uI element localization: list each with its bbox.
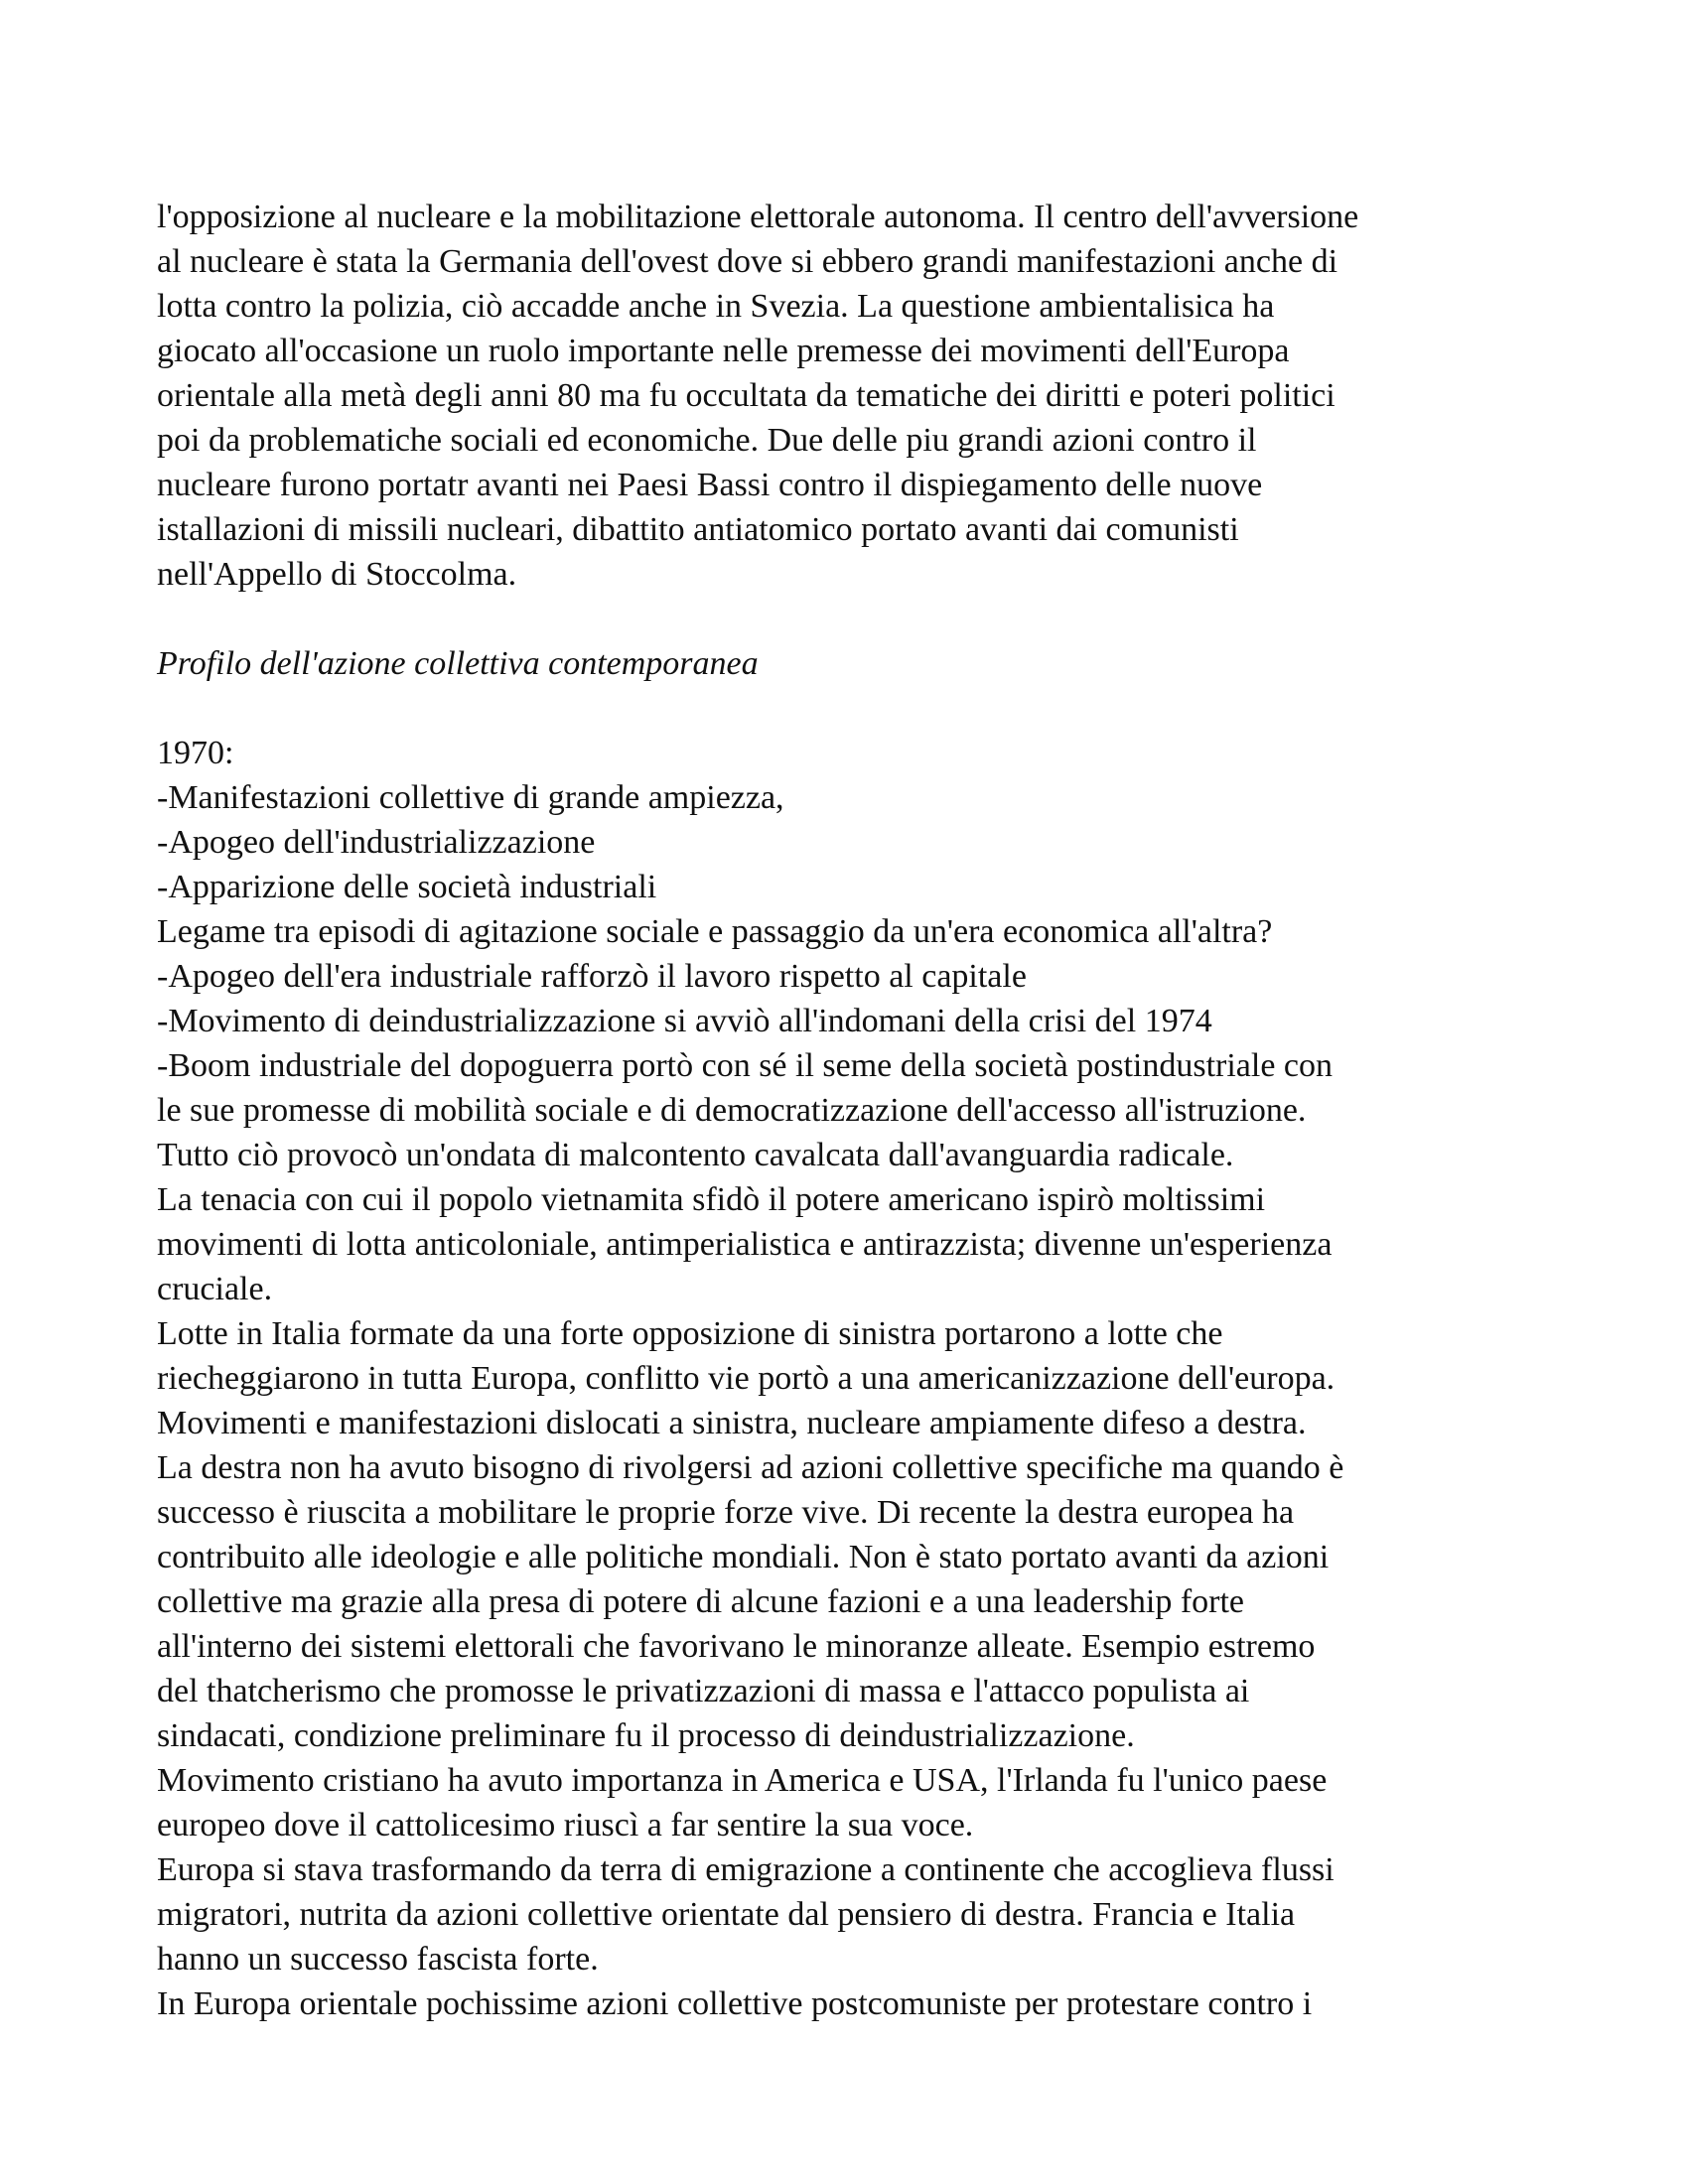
text-line: riecheggiarono in tutta Europa, conflitto vie portò a una americanizzazione dell'europa. <box>157 1360 1336 1397</box>
text-line: nell'Appello di Stoccolma. <box>157 556 517 593</box>
text-line: -Movimento di deindustrializzazione si avviò all'indomani della crisi del 1974 <box>157 1003 1212 1039</box>
text-line: hanno un successo fascista forte. <box>157 1941 599 1978</box>
body-section <box>157 731 1547 2026</box>
text-line: poi da problematiche sociali ed economiche. Due delle piu grandi azioni contro il <box>157 422 1257 459</box>
text-line: lotta contro la polizia, ciò accadde anche in Svezia. La questione ambientalisica ha <box>157 288 1275 325</box>
text-line: La tenacia con cui il popolo vietnamita sfidò il potere americano ispirò moltissimi <box>157 1181 1266 1218</box>
text-line: del thatcherismo che promosse le privatizzazioni di massa e l'attacco populista ai <box>157 1673 1250 1709</box>
text-line: Movimenti e manifestazioni dislocati a sinistra, nucleare ampiamente difeso a destra. <box>157 1405 1307 1441</box>
text-line: migratori, nutrita da azioni collettive orientate dal pensiero di destra. Francia e Italia <box>157 1896 1296 1933</box>
document-text-column <box>157 195 1547 2026</box>
text-line: -Boom industriale del dopoguerra portò con sé il seme della società postindustriale con <box>157 1047 1334 1084</box>
text-line: le sue promesse di mobilità sociale e di democratizzazione dell'accesso all'istruzione. <box>157 1092 1307 1129</box>
text-line: Legame tra episodi di agitazione sociale e passaggio da un'era economica all'altra? <box>157 913 1273 950</box>
blank-line <box>157 686 1547 731</box>
text-line: orientale alla metà degli anni 80 ma fu occultata da tematiche dei diritti e poteri politici <box>157 377 1336 414</box>
text-line: movimenti di lotta anticoloniale, antimperialistica e antirazzista; divenne un'esperienza <box>157 1226 1333 1263</box>
text-line: al nucleare è stata la Germania dell'ovest dove si ebbero grandi manifestazioni anche di <box>157 243 1338 280</box>
text-line: successo è riuscita a mobilitare le proprie forze vive. Di recente la destra europea ha <box>157 1494 1295 1531</box>
text-line: europeo dove il cattolicesimo riuscì a far sentire la sua voce. <box>157 1807 974 1843</box>
text-line: giocato all'occasione un ruolo importante nelle premesse dei movimenti dell'Europa <box>157 333 1290 369</box>
text-line: Movimento cristiano ha avuto importanza in America e USA, l'Irlanda fu l'unico paese <box>157 1762 1328 1799</box>
text-line: -Apparizione delle società industriali <box>157 869 657 905</box>
text-line: nucleare furono portatr avanti nei Paesi Bassi contro il dispiegamento delle nuove <box>157 467 1263 503</box>
blank-line <box>157 597 1547 641</box>
text-line: In Europa orientale pochissime azioni collettive postcomuniste per protestare contro i <box>157 1985 1313 2022</box>
text-line: 1970: <box>157 735 234 771</box>
text-line: all'interno dei sistemi elettorali che favorivano le minoranze alleate. Esempio estremo <box>157 1628 1316 1665</box>
text-line: La destra non ha avuto bisogno di rivolgersi ad azioni collettive specifiche ma quando è <box>157 1449 1344 1486</box>
text-line: istallazioni di missili nucleari, dibattito antiatomico portato avanti dai comunisti <box>157 511 1239 548</box>
text-line: Tutto ciò provocò un'ondata di malcontento cavalcata dall'avanguardia radicale. <box>157 1137 1234 1173</box>
text-line: sindacati, condizione preliminare fu il processo di deindustrializzazione. <box>157 1717 1135 1754</box>
text-line: contribuito alle ideologie e alle politiche mondiali. Non è stato portato avanti da azioni <box>157 1539 1330 1575</box>
text-line: Lotte in Italia formate da una forte opposizione di sinistra portarono a lotte che <box>157 1315 1223 1352</box>
text-line: collettive ma grazie alla presa di potere di alcune fazioni e a una leadership forte <box>157 1583 1245 1620</box>
text-line: Europa si stava trasformando da terra di emigrazione a continente che accoglieva flussi <box>157 1851 1335 1888</box>
section-heading: Profilo dell'azione collettiva contemporanea <box>157 645 759 682</box>
text-line: -Manifestazioni collettive di grande ampiezza, <box>157 779 784 816</box>
text-line: cruciale. <box>157 1271 273 1307</box>
paragraph-nuclear-opposition <box>157 195 1547 597</box>
text-line: l'opposizione al nucleare e la mobilitazione elettorale autonoma. Il centro dell'avversione <box>157 199 1359 235</box>
text-line: -Apogeo dell'industrializzazione <box>157 824 596 861</box>
text-line: -Apogeo dell'era industriale rafforzò il lavoro rispetto al capitale <box>157 958 1027 995</box>
